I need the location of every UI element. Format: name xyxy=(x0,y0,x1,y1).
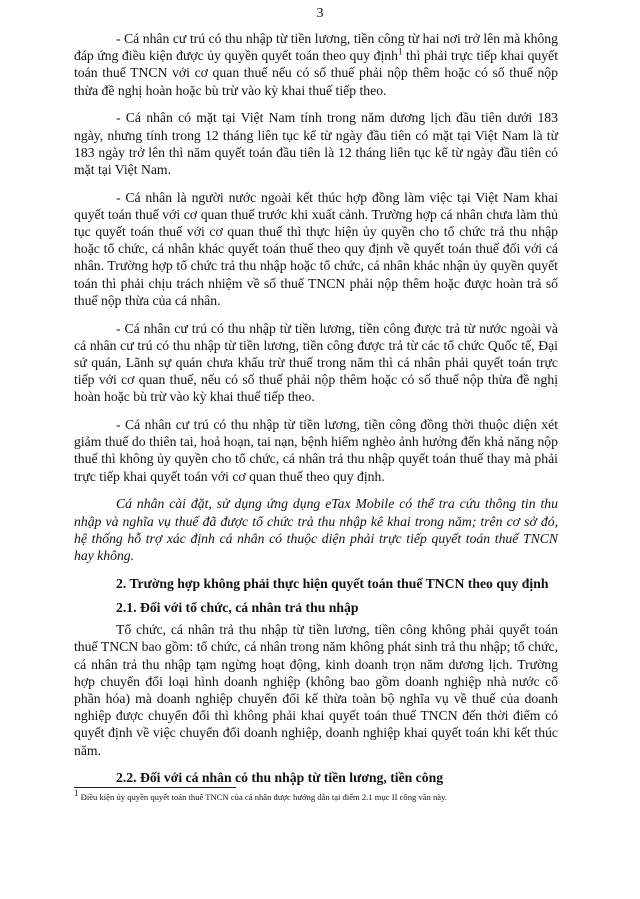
subsection-heading-2-1: 2.1. Đối với tổ chức, cá nhân trả thu nhập xyxy=(116,599,359,615)
footnote-text: Điều kiện ủy quyền quyết toán thuế TNCN của cá nhân được hướng dẫn tại điểm 2.1 mục II công văn này. xyxy=(78,792,448,802)
paragraph-text-tail: thì phải trực tiếp khai quyết toán thuế TNCN với cơ quan thuế nếu có số thuế phải nộp thêm hoặc có số thuế nộp thừa đề nghị hoàn hoặc bù trừ vào kỳ khai thuế tiếp theo. xyxy=(74,48,558,98)
paragraph-organizations-exempt: Tổ chức, cá nhân trả thu nhập từ tiền lương, tiền công không phải quyết toán thuế TNCN bao gồm: tổ chức, cá nhân trong năm không phát sinh trả thu nhập; tổ chức, cá nhân trả thu nhập tạm ngừng hoạt động, kinh doanh trọn năm dương lịch. Trường hợp chuyển đổi loại hình doanh nghiệp (không bao gồm doanh nghiệp nhà nước cổ phần hóa) mà doanh nghiệp chuyển đổi kế thừa toàn bộ nghĩa vụ về thuế của doanh nghiệp được chuyển đổi thì không phải khai quyết toán thuế TNCN đến thời điểm có quyết định về việc chuyển đổi doanh nghiệp, doanh nghiệp khai quyết toán khi kết thúc năm. xyxy=(74,622,558,758)
document-body xyxy=(74,30,558,791)
paragraph-first-year-presence: - Cá nhân có mặt tại Việt Nam tính trong năm dương lịch đầu tiên dưới 183 ngày, nhưng tính trong 12 tháng liên tục kể từ ngày đầu tiên có mặt tại Việt Nam là từ 183 ngày trở lên thì năm quyết toán đầu tiên là 12 tháng liên tục kể từ ngày đầu tiên có mặt tại Việt Nam. xyxy=(74,110,558,177)
paragraph-two-income-sources xyxy=(74,30,558,99)
footnote-divider xyxy=(74,787,236,788)
paragraph-text: - Cá nhân cư trú có thu nhập từ tiền lương, tiền công từ hai nơi trở lên mà không đáp ứng điều kiện được ủy quyền quyết toán theo quy định xyxy=(74,31,558,64)
paragraph-etax-mobile-note: Cá nhân cài đặt, sử dụng ứng dụng eTax Mobile có thể tra cứu thông tin thu nhập và nghĩa vụ thuế đã được tổ chức trả thu nhập kê khai trong năm; trên cơ sở đó, hệ thống hỗ trợ xác định cá nhân có thuộc diện phải trực tiếp quyết toán thuế TNCN hay không. xyxy=(74,496,558,563)
subsection-heading-2-2: 2.2. Đối với cá nhân có thu nhập từ tiền lương, tiền công xyxy=(116,770,444,786)
footnote xyxy=(74,788,574,803)
paragraph-foreigner-exit: - Cá nhân là người nước ngoài kết thúc hợp đồng làm việc tại Việt Nam khai quyết toán thuế với cơ quan thuế trước khi xuất cảnh. Trường hợp cá nhân chưa làm thủ tục quyết toán thuế với cơ quan thuế thì thực hiện ủy quyền cho tổ chức trả thu nhập hoặc tổ chức, cá nhân khác quyết toán thuế theo quy định về quyết toán thuế đối với cá nhân. Trường hợp tổ chức trả thu nhập hoặc tổ chức, cá nhân khác nhận ủy quyền quyết toán thì phải chịu trách nhiệm về số thuế TNCN phải nộp thêm hoặc được hoàn trả số thuế nộp thừa của cá nhân. xyxy=(74,189,558,308)
footnote-number: 1 xyxy=(74,788,79,799)
page-number: 3 xyxy=(316,6,324,21)
section-heading-2: 2. Trường hợp không phải thực hiện quyết toán thuế TNCN theo quy định xyxy=(116,575,549,591)
footnote-reference[interactable]: 1 xyxy=(397,46,403,57)
paragraph-foreign-paid-income: - Cá nhân cư trú có thu nhập từ tiền lương, tiền công được trả từ nước ngoài và cá nhân cư trú có thu nhập từ tiền lương, tiền công được trả từ các tổ chức Quốc tế, Đại sứ quán, Lãnh sự quán chưa khấu trừ thuế trong năm thì cá nhân phải quyết toán trực tiếp với cơ quan thuế, nếu có số thuế phải nộp thêm hoặc có số thuế nộp thừa đề nghị hoàn hoặc bù trừ vào kỳ khai thuế tiếp theo. xyxy=(74,320,558,405)
paragraph-tax-reduction: - Cá nhân cư trú có thu nhập từ tiền lương, tiền công đồng thời thuộc diện xét giảm thuế do thiên tai, hoả hoạn, tai nạn, bệnh hiểm nghèo ảnh hưởng đến khả năng nộp thuế thì không ủy quyền cho tổ chức, cá nhân trả thu nhập quyết toán thuế thay mà phải trực tiếp khai quyết toán với cơ quan thuế theo quy định. xyxy=(74,417,558,484)
